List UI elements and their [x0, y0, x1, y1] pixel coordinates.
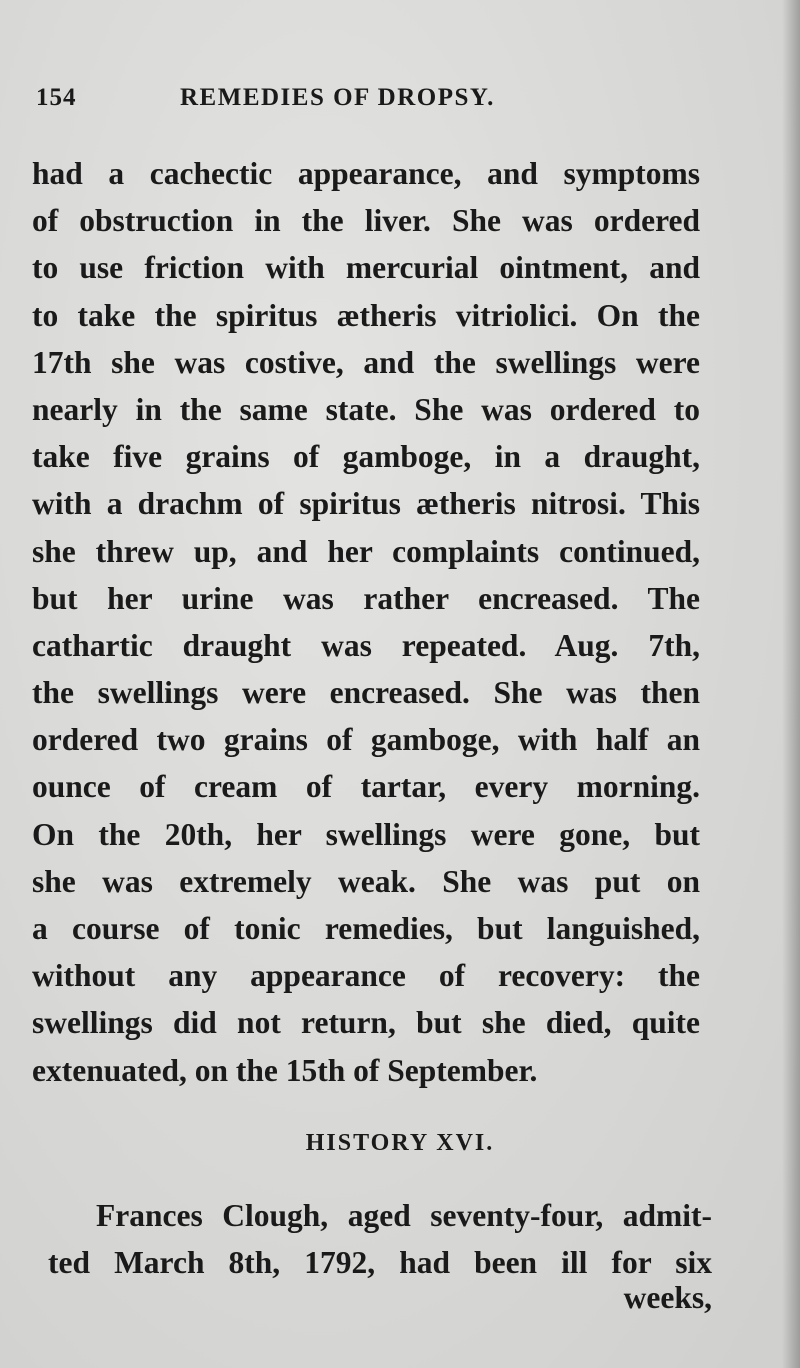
paragraph-2 — [48, 1192, 712, 1286]
section-heading: HISTORY XVI. — [305, 1130, 495, 1156]
text-line: had a cachectic appearance, and symptoms — [32, 156, 700, 191]
text-line: ordered two grains of gamboge, with half an — [32, 722, 700, 758]
text-line: she threw up, and her complaints continued, — [32, 533, 700, 569]
text-line: Frances Clough, aged seventy-four, admit- — [96, 1198, 712, 1233]
text-line: of obstruction in the liver. She was ordered — [32, 203, 700, 239]
text-line: ted March 8th, 1792, had been ill for six — [48, 1245, 712, 1281]
page-edge-shadow — [782, 0, 800, 1368]
text-line: extenuated, on the 15th of September. — [32, 1052, 538, 1088]
text-line: cathartic draught was repeated. Aug. 7th, — [32, 627, 700, 663]
text-line: swellings did not return, but she died, quite — [32, 1005, 700, 1041]
text-line: but her urine was rather encreased. The — [32, 580, 700, 616]
text-line: a course of tonic remedies, but languished, — [32, 911, 700, 946]
page-header — [36, 84, 716, 128]
text-line: take five grains of gamboge, in a draught, — [32, 439, 700, 475]
text-line: nearly in the same state. She was ordered to — [32, 391, 700, 427]
text-line: to use friction with mercurial ointment, and — [32, 250, 700, 286]
text-line: she was extremely weak. She was put on — [32, 863, 700, 899]
text-line: with a drachm of spiritus ætheris nitrosi. This — [32, 486, 700, 522]
text-line: to take the spiritus ætheris vitriolici. On the — [32, 297, 700, 333]
text-line: without any appearance of recovery: the — [32, 958, 700, 994]
page-number: 154 — [36, 84, 77, 111]
paragraph-1 — [32, 150, 700, 1094]
catchword: weeks, — [623, 1280, 712, 1315]
running-title: REMEDIES OF DROPSY. — [180, 84, 495, 111]
text-line: 17th she was costive, and the swellings were — [32, 344, 700, 380]
text-line: On the 20th, her swellings were gone, but — [32, 816, 700, 852]
text-line: the swellings were encreased. She was then — [32, 675, 700, 711]
text-line: ounce of cream of tartar, every morning. — [32, 769, 700, 805]
